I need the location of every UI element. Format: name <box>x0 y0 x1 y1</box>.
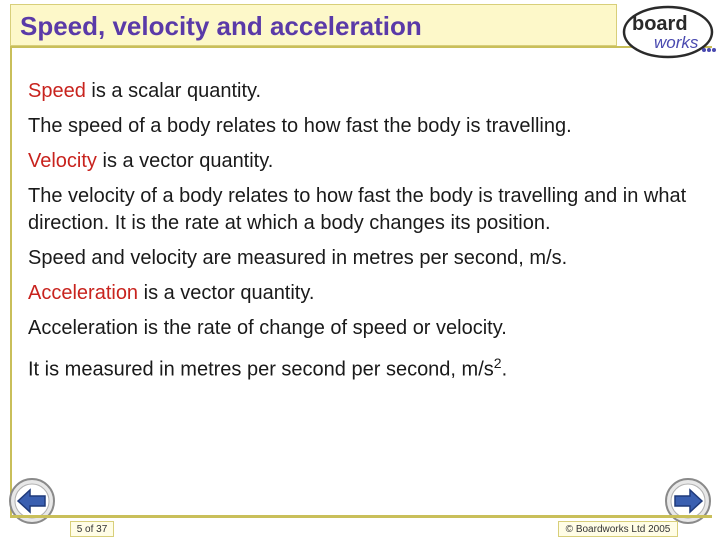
logo-text-works: works <box>654 33 699 52</box>
title-bar <box>10 4 617 46</box>
paragraph-units: Speed and velocity are measured in metres per second, m/s. <box>28 247 568 269</box>
term-acceleration: Acceleration <box>28 282 139 304</box>
boardworks-logo <box>622 4 716 62</box>
paragraph-acceleration-description: Acceleration is the rate of change of speed or velocity. <box>28 317 507 339</box>
paragraph-speed-description: The speed of a body relates to how fast the body is travelling. <box>28 115 572 137</box>
paragraph-acceleration-definition: Acceleration is a vector quantity. <box>28 282 315 304</box>
title-divider <box>10 46 712 48</box>
term-velocity: Velocity <box>28 150 97 172</box>
paragraph-velocity-definition: Velocity is a vector quantity. <box>28 150 274 172</box>
page-counter: 5 of 37 <box>70 521 114 537</box>
slide-body <box>28 78 700 384</box>
paragraph-velocity-description: The velocity of a body relates to how fast the body is travelling and in what direction. It is the rate at which a body changes its position. <box>28 185 687 234</box>
paragraph-acceleration-units: It is measured in metres per second per second, $m/s^2$. <box>28 355 508 381</box>
logo-text-board: board <box>632 13 688 35</box>
paragraph-speed-definition: Speed is a scalar quantity. <box>28 80 262 102</box>
slide-title: Speed, velocity and acceleration <box>20 11 422 41</box>
left-divider <box>10 46 12 516</box>
copyright-notice: © Boardworks Ltd 2005 <box>558 521 678 537</box>
term-speed: Speed <box>28 80 86 102</box>
footer-divider <box>10 515 712 518</box>
